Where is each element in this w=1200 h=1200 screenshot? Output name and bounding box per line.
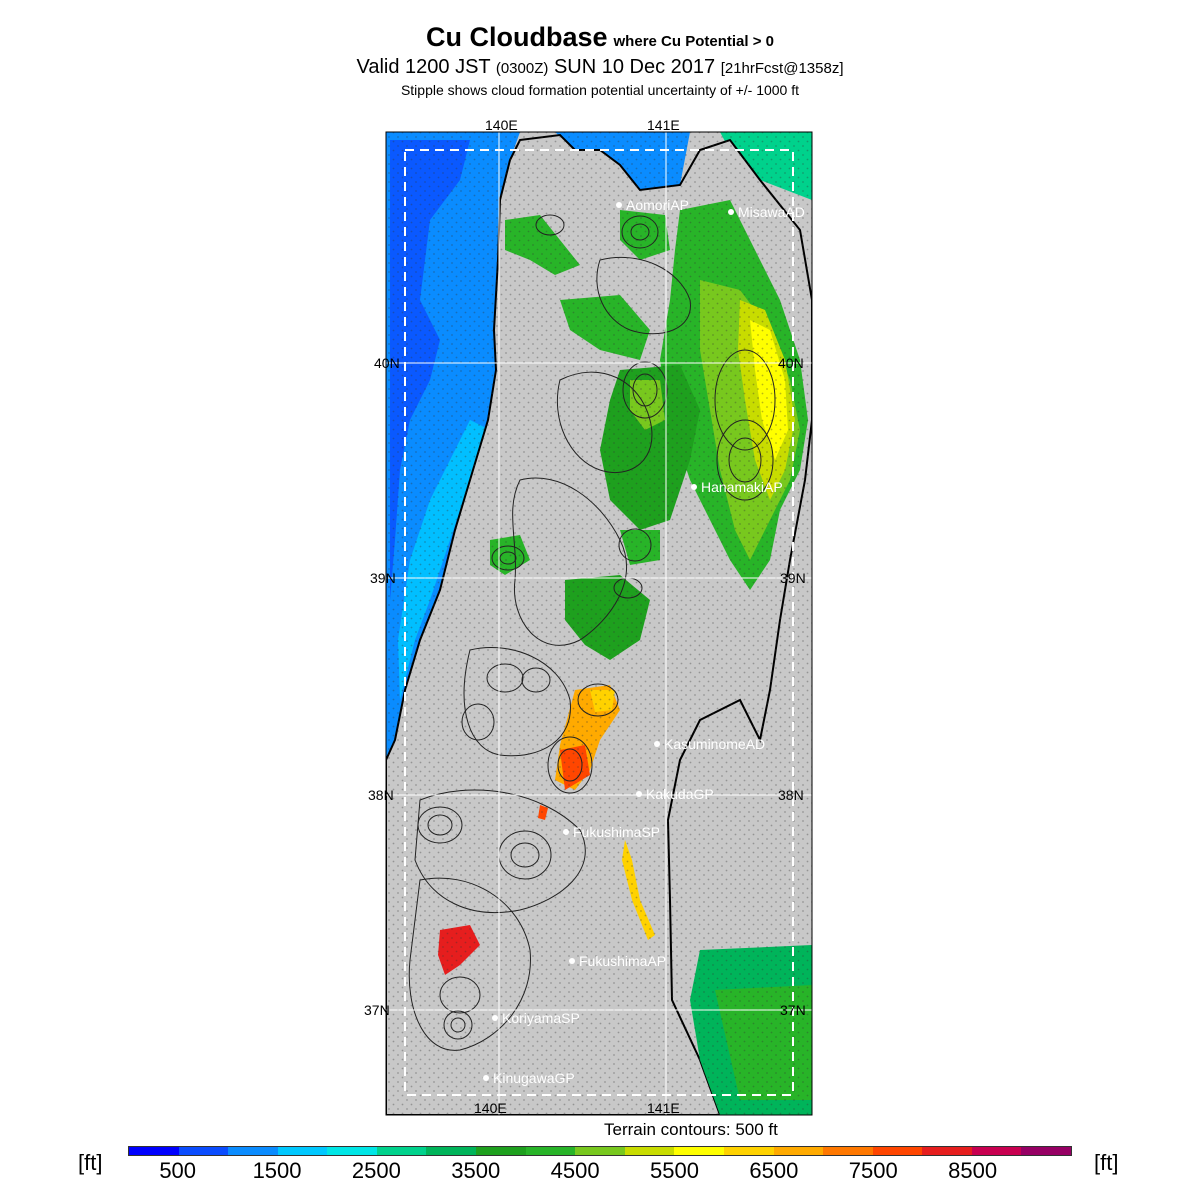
colorbar-segment xyxy=(129,1147,179,1155)
title-sub: where Cu Potential > 0 xyxy=(613,33,774,50)
colorbar-label: 7500 xyxy=(848,1158,898,1183)
valid-prefix: Valid 1200 JST xyxy=(356,56,491,78)
valid-zulu: (0300Z) xyxy=(495,60,549,77)
lat-right-37: 37N xyxy=(780,1002,806,1018)
colorbar-unit-right: [ft] xyxy=(1094,1150,1119,1175)
svg-text:HanamakiAP: HanamakiAP xyxy=(701,479,783,495)
colorbar-label: 4500 xyxy=(550,1158,600,1183)
colorbar-segment xyxy=(922,1147,972,1155)
svg-text:FukushimaAP: FukushimaAP xyxy=(579,953,667,969)
station-hanamaki xyxy=(691,479,783,495)
colorbar-segment xyxy=(1021,1147,1071,1155)
lon-top-141: 141E xyxy=(647,117,680,133)
colorbar-segment xyxy=(327,1147,377,1155)
station-fukushima-ap xyxy=(569,953,666,969)
lon-top-140: 140E xyxy=(485,117,518,133)
colorbar-label: 8500 xyxy=(948,1158,998,1183)
lat-left-37: 37N xyxy=(364,1002,390,1018)
colorbar-segment xyxy=(278,1147,328,1155)
station-aomori xyxy=(616,197,689,213)
colorbar-segment xyxy=(377,1147,427,1155)
svg-text:KakudaGP: KakudaGP xyxy=(646,786,714,802)
station-fukushima-sp xyxy=(563,824,660,840)
station-kinugawa xyxy=(483,1070,575,1086)
svg-text:MisawaAD: MisawaAD xyxy=(738,204,805,220)
colorbar-label: 500 xyxy=(159,1158,197,1183)
valid-date: SUN 10 Dec 2017 xyxy=(553,56,716,78)
lat-left-39: 39N xyxy=(370,570,396,586)
lon-bottom-140: 140E xyxy=(474,1100,507,1116)
station-kakuda xyxy=(636,786,714,802)
terrain-note: Terrain contours: 500 ft xyxy=(604,1120,778,1139)
colorbar-segment xyxy=(674,1147,724,1155)
colorbar-segment xyxy=(873,1147,923,1155)
colorbar-label: 2500 xyxy=(351,1158,401,1183)
colorbar-segment xyxy=(228,1147,278,1155)
lat-right-38: 38N xyxy=(778,787,804,803)
lat-left-38: 38N xyxy=(368,787,394,803)
station-kasuminome xyxy=(654,736,765,752)
colorbar-segment xyxy=(426,1147,476,1155)
colorbar-label: 3500 xyxy=(451,1158,501,1183)
lon-bottom-141: 141E xyxy=(647,1100,680,1116)
colorbar-segment xyxy=(476,1147,526,1155)
colorbar-unit-left: [ft] xyxy=(78,1150,103,1175)
title-main: Cu Cloudbase xyxy=(426,22,608,52)
colorbar-label: 1500 xyxy=(252,1158,302,1183)
svg-text:AomoriAP: AomoriAP xyxy=(626,197,690,213)
colorbar-label: 5500 xyxy=(650,1158,699,1183)
colorbar-segment xyxy=(774,1147,824,1155)
station-misawa xyxy=(728,204,805,220)
station-koriyama xyxy=(492,1010,580,1026)
forecast-info: [21hrFcst@1358z] xyxy=(720,60,844,77)
svg-text:KasuminomeAD: KasuminomeAD xyxy=(664,736,766,752)
colorbar-segment xyxy=(625,1147,675,1155)
colorbar-segment xyxy=(972,1147,1022,1155)
colorbar-segment xyxy=(575,1147,625,1155)
colorbar-segment xyxy=(179,1147,229,1155)
svg-text:FukushimaSP: FukushimaSP xyxy=(573,824,661,840)
stipple-note: Stipple shows cloud formation potential uncertainty of +/- 1000 ft xyxy=(400,82,800,98)
colorbar-segment xyxy=(823,1147,873,1155)
svg-text:KoriyamaSP: KoriyamaSP xyxy=(502,1010,580,1026)
colorbar xyxy=(128,1146,1072,1156)
lat-right-39: 39N xyxy=(780,570,806,586)
colorbar-label: 6500 xyxy=(749,1158,799,1183)
colorbar-labels xyxy=(128,1158,1072,1188)
lat-left-40: 40N xyxy=(374,355,400,371)
colorbar-segment xyxy=(724,1147,774,1155)
lat-right-40: 40N xyxy=(778,355,804,371)
colorbar-segment xyxy=(526,1147,576,1155)
svg-text:KinugawaGP: KinugawaGP xyxy=(493,1070,575,1086)
